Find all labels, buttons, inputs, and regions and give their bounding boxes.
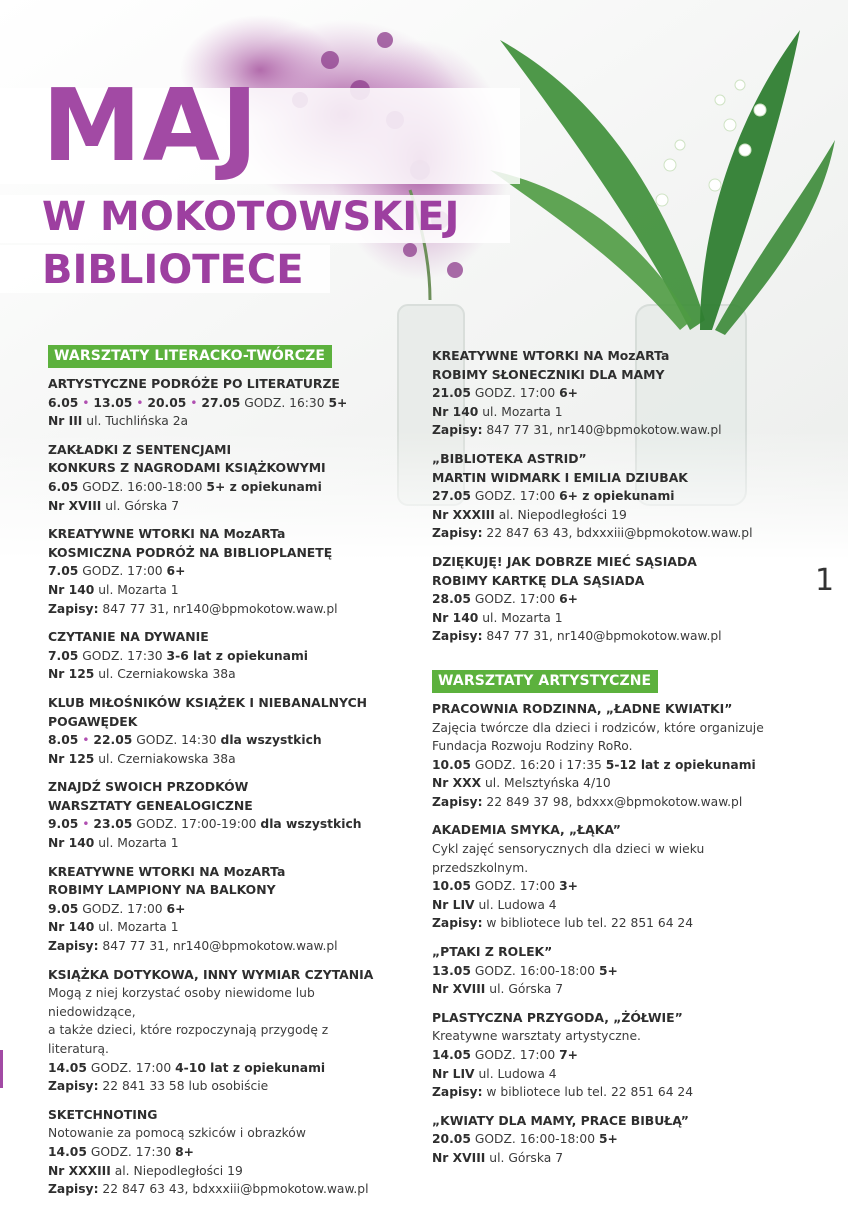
signup-label: Zapisy: <box>432 629 483 644</box>
signup-label: Zapisy: <box>432 916 483 931</box>
signup-contact: 847 77 31, nr140@bpmokotow.waw.pl <box>486 629 722 644</box>
event-audience: 6+ <box>166 564 186 579</box>
event-location <box>432 1065 777 1084</box>
event-audience: 8+ <box>175 1144 194 1159</box>
event-item <box>432 553 777 646</box>
event-time: GODZ. 17:30 <box>82 648 163 663</box>
event-time: GODZ. 16:00-18:00 <box>474 963 596 978</box>
branch-address: al. Niepodległości 19 <box>114 1163 243 1178</box>
event-item <box>48 778 393 852</box>
event-item <box>432 347 777 440</box>
event-date-line <box>48 647 393 666</box>
event-date: 6.05 <box>48 479 79 494</box>
event-signup <box>432 793 777 812</box>
event-item <box>48 1106 393 1199</box>
branch-address: ul. Czerniakowska 38a <box>98 667 236 682</box>
branch-number: Nr XXXIII <box>432 507 495 522</box>
event-title: KREATYWNE WTORKI NA MozARTa <box>432 348 670 363</box>
event-audience: 7+ <box>559 1048 578 1062</box>
event-date: 13.05 <box>432 963 471 978</box>
event-signup <box>48 1077 393 1096</box>
event-item <box>48 863 393 956</box>
page-title: MAJ <box>42 67 260 184</box>
event-date: 22.05 <box>93 733 133 748</box>
event-location <box>48 497 393 516</box>
event-title: POGAWĘDEK <box>48 713 138 729</box>
event-title: KSIĄŻKA DOTYKOWA, INNY WYMIAR CZYTANIA <box>48 966 374 982</box>
event-item <box>48 525 393 618</box>
event-title: CZYTANIE NA DYWANIE <box>48 629 209 645</box>
event-item <box>48 375 393 431</box>
event-description: Cykl zajęć sensorycznych dla dzieci w wieku <box>432 842 705 857</box>
signup-contact: w bibliotece lub tel. 22 851 64 24 <box>486 1085 694 1100</box>
event-date: 27.05 <box>201 395 241 410</box>
event-location <box>432 403 777 422</box>
event-audience: 6+ z opiekunami <box>559 489 675 504</box>
event-date: 20.05 <box>432 1132 471 1147</box>
event-item <box>48 966 393 1096</box>
event-date: 9.05 <box>48 901 79 916</box>
branch-number: Nr 125 <box>48 751 95 766</box>
event-date: 13.05 <box>93 395 133 410</box>
right-column <box>432 347 777 1178</box>
event-date-line <box>48 731 393 750</box>
event-date-line <box>48 478 393 497</box>
event-audience: 4-10 lat z opiekunami <box>175 1060 326 1075</box>
signup-label: Zapisy: <box>48 1079 99 1094</box>
event-title: MARTIN WIDMARK I EMILIA DZIUBAK <box>432 469 688 485</box>
event-location <box>432 896 777 915</box>
event-item <box>48 694 393 768</box>
event-date-line <box>432 487 777 506</box>
event-time: GODZ. 17:00 <box>474 489 556 504</box>
event-date-line <box>432 756 777 775</box>
signup-label: Zapisy: <box>48 601 99 616</box>
event-audience: 5-12 lat z opiekunami <box>605 757 756 772</box>
branch-number: Nr 140 <box>432 404 479 419</box>
event-title: PLASTYCZNA PRZYGODA, „ŻÓŁWIE” <box>432 1009 683 1025</box>
branch-number: Nr III <box>48 414 83 429</box>
branch-number: Nr 140 <box>432 610 479 625</box>
left-column <box>48 345 393 1209</box>
event-date: 7.05 <box>48 648 79 663</box>
event-item <box>432 821 777 933</box>
branch-address: ul. Górska 7 <box>489 1150 564 1165</box>
event-time: GODZ. 17:00 <box>474 592 556 607</box>
event-title: PRACOWNIA RODZINNA, „ŁADNE KWIATKI” <box>432 700 733 716</box>
section-heading-art: WARSZTATY ARTYSTYCZNE <box>432 670 658 693</box>
branch-address: ul. Melsztyńska 4/10 <box>485 776 611 791</box>
branch-address: ul. Górska 7 <box>489 982 564 997</box>
event-title: „BIBLIOTEKA ASTRID” <box>432 450 587 466</box>
date-separator: • <box>78 395 94 410</box>
event-date: 27.05 <box>432 489 471 504</box>
event-title: WARSZTATY GENEALOGICZNE <box>48 797 253 813</box>
branch-address: ul. Mozarta 1 <box>98 920 179 935</box>
event-description: a także dzieci, które rozpoczynają przygodę z literaturą. <box>48 1023 329 1056</box>
event-item <box>432 700 777 812</box>
event-location <box>48 412 393 431</box>
branch-number: Nr LIV <box>432 897 475 912</box>
event-title: KREATYWNE WTORKI NA MozARTa <box>48 863 286 879</box>
event-description: przedszkolnym. <box>432 860 529 875</box>
event-title: ROBIMY SŁONECZNIKI DLA MAMY <box>432 366 665 382</box>
signup-contact: 22 847 63 43, bdxxxiii@bpmokotow.waw.pl <box>102 1182 369 1197</box>
branch-number: Nr XXX <box>432 776 482 791</box>
event-signup <box>48 600 393 619</box>
event-audience: 6+ <box>559 386 578 401</box>
event-list <box>48 375 393 1199</box>
branch-address: ul. Czerniakowska 38a <box>98 751 236 766</box>
event-time: GODZ. 14:30 <box>136 733 217 748</box>
event-audience: 3-6 lat z opiekunami <box>166 648 308 663</box>
event-location <box>48 1162 393 1181</box>
event-date: 20.05 <box>147 395 187 410</box>
event-title: ARTYSTYCZNE PODRÓŻE PO LITERATURZE <box>48 376 340 391</box>
event-signup <box>432 627 777 646</box>
event-audience: 5+ <box>328 395 348 410</box>
event-date: 10.05 <box>432 879 471 894</box>
event-date: 7.05 <box>48 564 79 579</box>
event-date-line <box>48 815 393 834</box>
event-time: GODZ. 16:00-18:00 <box>474 1132 596 1147</box>
event-date: 14.05 <box>48 1060 87 1075</box>
event-title: DZIĘKUJĘ! JAK DOBRZE MIEĆ SĄSIADA <box>432 553 697 569</box>
event-title: ZAKŁADKI Z SENTENCJAMI <box>48 441 232 457</box>
event-date: 21.05 <box>432 386 471 401</box>
event-time: GODZ. 16:20 i 17:35 <box>474 757 602 772</box>
event-item <box>432 1009 777 1102</box>
event-date: 9.05 <box>48 817 79 832</box>
event-signup <box>432 421 777 440</box>
event-audience: 6+ <box>559 592 578 607</box>
event-description: Fundacja Rozwoju Rodziny RoRo. <box>432 739 633 754</box>
signup-contact: 22 841 33 58 lub osobiście <box>102 1079 269 1094</box>
branch-address: ul. Górska 7 <box>105 498 180 513</box>
event-title: KREATYWNE WTORKI NA MozARTa <box>48 526 286 542</box>
event-item <box>48 441 393 515</box>
event-date: 6.05 <box>48 395 79 410</box>
event-item <box>48 628 393 684</box>
event-date-line <box>432 877 777 896</box>
event-date-line <box>48 394 393 413</box>
event-date: 28.05 <box>432 592 471 607</box>
branch-number: Nr XXXIII <box>48 1163 111 1178</box>
page-number: 1 <box>815 563 835 598</box>
event-item <box>432 450 777 543</box>
event-date-line <box>432 962 777 981</box>
section-heading-literary: WARSZTATY LITERACKO-TWÓRCZE <box>48 345 332 368</box>
event-location <box>48 834 393 853</box>
branch-address: ul. Mozarta 1 <box>98 582 179 597</box>
event-signup <box>432 914 777 933</box>
event-date: 23.05 <box>93 817 133 832</box>
branch-address: ul. Mozarta 1 <box>482 610 563 625</box>
event-time: GODZ. 17:00 <box>82 564 163 579</box>
branch-address: ul. Tuchlińska 2a <box>86 414 189 429</box>
event-title: AKADEMIA SMYKA, „ŁĄKA” <box>432 822 621 838</box>
event-time: GODZ. 17:00-19:00 <box>136 817 257 832</box>
event-location <box>48 581 393 600</box>
signup-label: Zapisy: <box>48 939 99 954</box>
event-title: KLUB MIŁOŚNIKÓW KSIĄŻEK I NIEBANALNYCH <box>48 694 368 710</box>
branch-number: Nr 140 <box>48 582 95 597</box>
event-signup <box>432 1083 777 1102</box>
event-location <box>432 980 777 999</box>
branch-number: Nr XVIII <box>432 982 486 997</box>
branch-number: Nr XVIII <box>432 1150 486 1165</box>
event-date-line <box>432 1046 777 1065</box>
event-date-line <box>432 1130 777 1149</box>
signup-contact: 22 847 63 43, bdxxxiii@bpmokotow.waw.pl <box>486 526 753 541</box>
event-time: GODZ. 17:00 <box>474 1048 556 1062</box>
signup-label: Zapisy: <box>432 423 483 438</box>
event-location <box>48 918 393 937</box>
signup-contact: 847 77 31, nr140@bpmokotow.waw.pl <box>102 601 338 616</box>
event-title: KOSMICZNA PODRÓŻ NA BIBLIOPLANETĘ <box>48 544 333 560</box>
event-title: ROBIMY LAMPIONY NA BALKONY <box>48 882 276 898</box>
event-location <box>432 609 777 628</box>
event-audience: dla wszystkich <box>220 733 322 748</box>
event-date-line <box>432 384 777 403</box>
event-signup <box>48 937 393 956</box>
signup-contact: w bibliotece lub tel. 22 851 64 24 <box>486 916 694 931</box>
event-audience: 5+ <box>598 1132 618 1147</box>
page-subtitle-line-1: W MOKOTOWSKIEJ <box>42 194 460 240</box>
event-title: „PTAKI Z ROLEK” <box>432 944 553 960</box>
event-time: GODZ. 17:00 <box>82 901 163 916</box>
event-title: „KWIATY DLA MAMY, PRACE BIBUŁĄ” <box>432 1112 689 1128</box>
signup-contact: 847 77 31, nr140@bpmokotow.waw.pl <box>486 423 722 438</box>
branch-number: Nr 140 <box>48 836 95 851</box>
date-separator: • <box>78 733 94 748</box>
date-separator: • <box>78 817 94 832</box>
event-date: 10.05 <box>432 757 471 772</box>
signup-contact: 22 849 37 98, bdxxx@bpmokotow.waw.pl <box>486 794 743 809</box>
branch-address: ul. Ludowa 4 <box>478 1066 557 1081</box>
event-title: KONKURS Z NAGRODAMI KSIĄŻKOWYMI <box>48 460 326 476</box>
event-date-line <box>48 900 393 919</box>
event-date-line <box>48 1059 393 1078</box>
event-date-line <box>432 590 777 609</box>
branch-number: Nr 125 <box>48 667 95 682</box>
page-subtitle-line-2: BIBLIOTECE <box>42 247 304 293</box>
event-time: GODZ. 17:00 <box>474 386 556 401</box>
event-item <box>432 943 777 999</box>
event-audience: 3+ <box>559 879 578 894</box>
branch-address: al. Niepodległości 19 <box>498 507 627 522</box>
event-audience: 5+ <box>598 963 618 978</box>
event-signup <box>432 524 777 543</box>
event-location <box>432 1149 777 1168</box>
branch-address: ul. Mozarta 1 <box>482 404 563 419</box>
event-item <box>432 1112 777 1168</box>
event-date: 14.05 <box>48 1144 87 1159</box>
event-audience: dla wszystkich <box>260 817 362 832</box>
event-audience: 6+ <box>166 901 186 916</box>
branch-number: Nr 140 <box>48 920 95 935</box>
event-time: GODZ. 16:30 <box>244 395 325 410</box>
event-description: Mogą z niej korzystać osoby niewidome lub niedowidzące, <box>48 986 315 1019</box>
event-list <box>432 347 777 646</box>
event-title: SKETCHNOTING <box>48 1106 158 1122</box>
signup-label: Zapisy: <box>48 1182 99 1197</box>
event-description: Zajęcia twórcze dla dzieci i rodziców, które organizuje <box>432 720 764 735</box>
event-title: ZNAJDŹ SWOICH PRZODKÓW <box>48 779 249 795</box>
event-time: GODZ. 17:30 <box>90 1144 172 1159</box>
side-marker <box>0 1050 3 1088</box>
event-description: Kreatywne warsztaty artystyczne. <box>432 1029 641 1044</box>
signup-label: Zapisy: <box>432 526 483 541</box>
branch-address: ul. Mozarta 1 <box>98 836 179 851</box>
event-location <box>432 774 777 793</box>
event-location <box>432 506 777 525</box>
event-list <box>432 700 777 1168</box>
event-date-line <box>48 1143 393 1162</box>
event-time: GODZ. 17:00 <box>90 1060 172 1075</box>
event-location <box>48 665 393 684</box>
event-signup <box>48 1180 393 1199</box>
event-date: 8.05 <box>48 733 79 748</box>
signup-contact: 847 77 31, nr140@bpmokotow.waw.pl <box>102 939 338 954</box>
event-description: Notowanie za pomocą szkiców i obrazków <box>48 1126 306 1141</box>
event-audience: 5+ z opiekunami <box>206 479 322 494</box>
signup-label: Zapisy: <box>432 794 483 809</box>
event-time: GODZ. 16:00-18:00 <box>82 479 203 494</box>
branch-address: ul. Ludowa 4 <box>478 897 557 912</box>
event-time: GODZ. 17:00 <box>474 879 556 894</box>
event-date: 14.05 <box>432 1048 471 1062</box>
date-separator: • <box>132 395 148 410</box>
date-separator: • <box>186 395 202 410</box>
branch-number: Nr XVIII <box>48 498 102 513</box>
branch-number: Nr LIV <box>432 1066 475 1081</box>
event-location <box>48 750 393 769</box>
event-title: ROBIMY KARTKĘ DLA SĄSIADA <box>432 572 645 588</box>
signup-label: Zapisy: <box>432 1085 483 1100</box>
event-date-line <box>48 562 393 581</box>
